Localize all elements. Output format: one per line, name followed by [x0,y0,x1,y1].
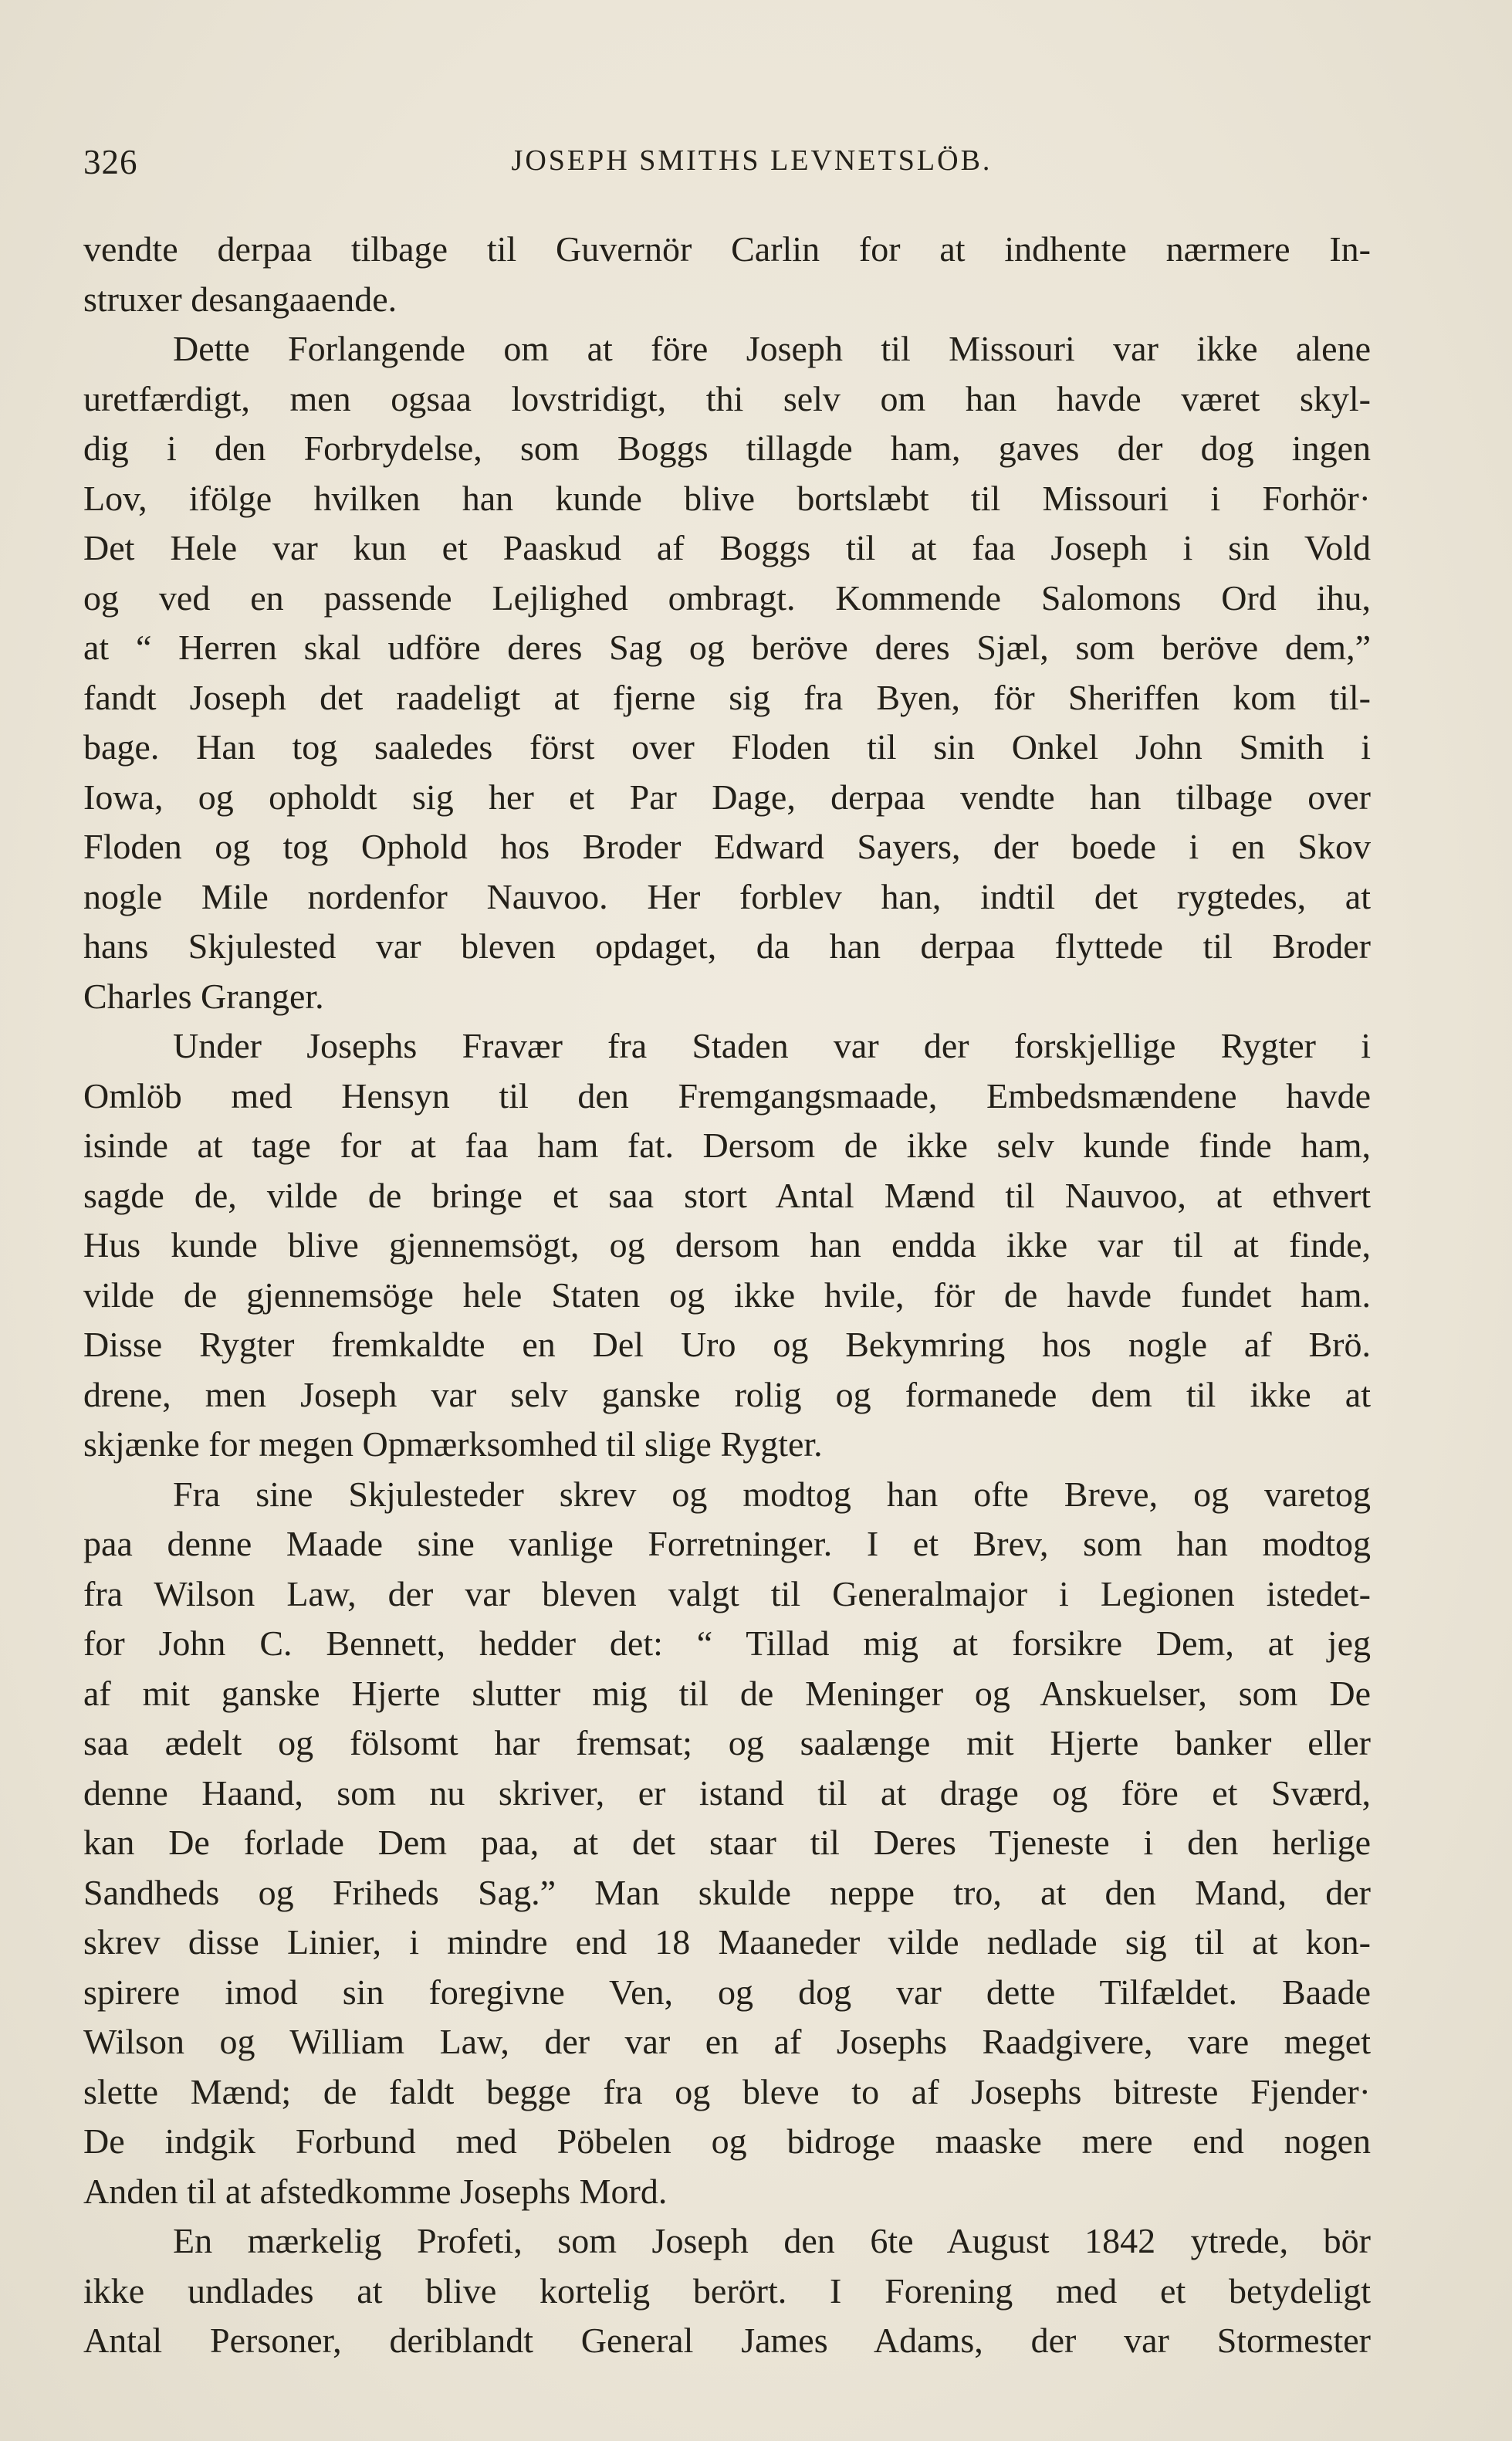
text-line: Under Josephs Fravær fra Staden var der forskjellige Rygter i [173,1026,1371,1065]
text-line: vilde de gjennemsöge hele Staten og ikke hvile, för de havde fundet ham. [83,1275,1371,1315]
text-line: paa denne Maade sine vanlige Forretninger. I et Brev, som han modtog [83,1524,1371,1563]
text-line: Dette Forlangende om at före Joseph til Missouri var ikke alene [173,329,1371,368]
text-line: De indgik Forbund med Pöbelen og bidroge maaske mere end nogen [83,2121,1371,2161]
text-line: Charles Granger. [83,976,324,1016]
text-line: Hus kunde blive gjennemsögt, og dersom han endda ikke var til at finde, [83,1225,1371,1265]
text-line: isinde at tage for at faa ham fat. Dersom de ikke selv kunde finde ham, [83,1126,1371,1165]
text-line: hans Skjulested var bleven opdaget, da han derpaa flyttede til Broder [83,926,1371,966]
text-line: Iowa, og opholdt sig her et Par Dage, derpaa vendte han tilbage over [83,777,1371,817]
text-line: Sandheds og Friheds Sag.” Man skulde neppe tro, at den Mand, der [83,1872,1371,1912]
text-line: bage. Han tog saaledes först over Floden til sin Onkel John Smith i [83,727,1371,767]
text-line: fandt Joseph det raadeligt at fjerne sig fra Byen, för Sheriffen kom til- [83,677,1371,717]
text-line: Disse Rygter fremkaldte en Del Uro og Bekymring hos nogle af Brö. [83,1325,1371,1364]
text-line: nogle Mile nordenfor Nauvoo. Her forblev han, indtil det rygtedes, at [83,876,1371,916]
text-line: skrev disse Linier, i mindre end 18 Maaneder vilde nedlade sig til at kon- [83,1922,1371,1962]
text-line: drene, men Joseph var selv ganske rolig og formanede dem til ikke at [83,1374,1371,1414]
text-line: Det Hele var kun et Paaskud af Boggs til at faa Joseph i sin Vold [83,528,1371,567]
text-line: dig i den Forbrydelse, som Boggs tillagde ham, gaves der dog ingen [83,428,1371,468]
text-line: Anden til at afstedkomme Josephs Mord. [83,2171,668,2211]
text-line: spirere imod sin foregivne Ven, og dog var dette Tilfældet. Baade [83,1972,1371,2012]
text-line: slette Mænd; de faldt begge fra og bleve to af Josephs bitreste Fjender· [83,2071,1371,2111]
running-header [83,137,1374,191]
text-line: skjænke for megen Opmærksomhed til slige Rygter. [83,1424,823,1464]
running-title: JOSEPH SMITHS LEVNETSLÖB. [511,144,993,177]
text-line: og ved en passende Lejlighed ombragt. Kommende Salomons Ord ihu, [83,577,1371,618]
text-line: Fra sine Skjulesteder skrev og modtog han ofte Breve, og varetog [173,1474,1371,1514]
text-line: Omlöb med Hensyn til den Fremgangsmaade, Embedsmændene havde [83,1075,1371,1116]
text-line: at “ Herren skal udföre deres Sag og beröve deres Sjæl, som beröve dem,” [83,628,1371,667]
text-line: Wilson og William Law, der var en af Josephs Raadgivere, vare meget [83,2022,1371,2061]
text-line: saa ædelt og fölsomt har fremsat; og saalænge mit Hjerte banker eller [83,1723,1371,1762]
text-line: Lov, ifölge hvilken han kunde blive bortslæbt til Missouri i Forhör· [83,478,1371,518]
text-line: struxer desangaaende. [83,279,397,319]
text-line: Floden og tog Ophold hos Broder Edward Sayers, der boede i en Skov [83,827,1371,866]
text-line: vendte derpaa tilbage til Guvernör Carlin for at indhente nærmere In- [83,229,1371,269]
text-line: for John C. Bennett, hedder det: “ Tillad mig at forsikre Dem, at jeg [83,1623,1371,1663]
text-line: fra Wilson Law, der var bleven valgt til Generalmajor i Legionen istedet- [83,1573,1371,1613]
body-text [83,225,1371,2366]
text-line: uretfærdigt, men ogsaa lovstridigt, thi selv om han havde været skyl- [83,378,1371,418]
text-line: En mærkelig Profeti, som Joseph den 6te August 1842 ytrede, bör [173,2221,1371,2260]
text-line: denne Haand, som nu skriver, er istand til at drage og före et Sværd, [83,1772,1371,1813]
text-line: kan De forlade Dem paa, at det staar til Deres Tjeneste i den herlige [83,1823,1371,1862]
text-line: sagde de, vilde de bringe et saa stort Antal Mænd til Nauvoo, at ethvert [83,1175,1371,1215]
text-line: ikke undlades at blive kortelig berört. I Forening med et betydeligt [83,2270,1371,2311]
text-line: af mit ganske Hjerte slutter mig til de Meninger og Anskuelser, som De [83,1673,1371,1713]
page-number: 326 [83,143,138,181]
text-line: Antal Personer, deriblandt General James Adams, der var Stormester [83,2321,1371,2360]
